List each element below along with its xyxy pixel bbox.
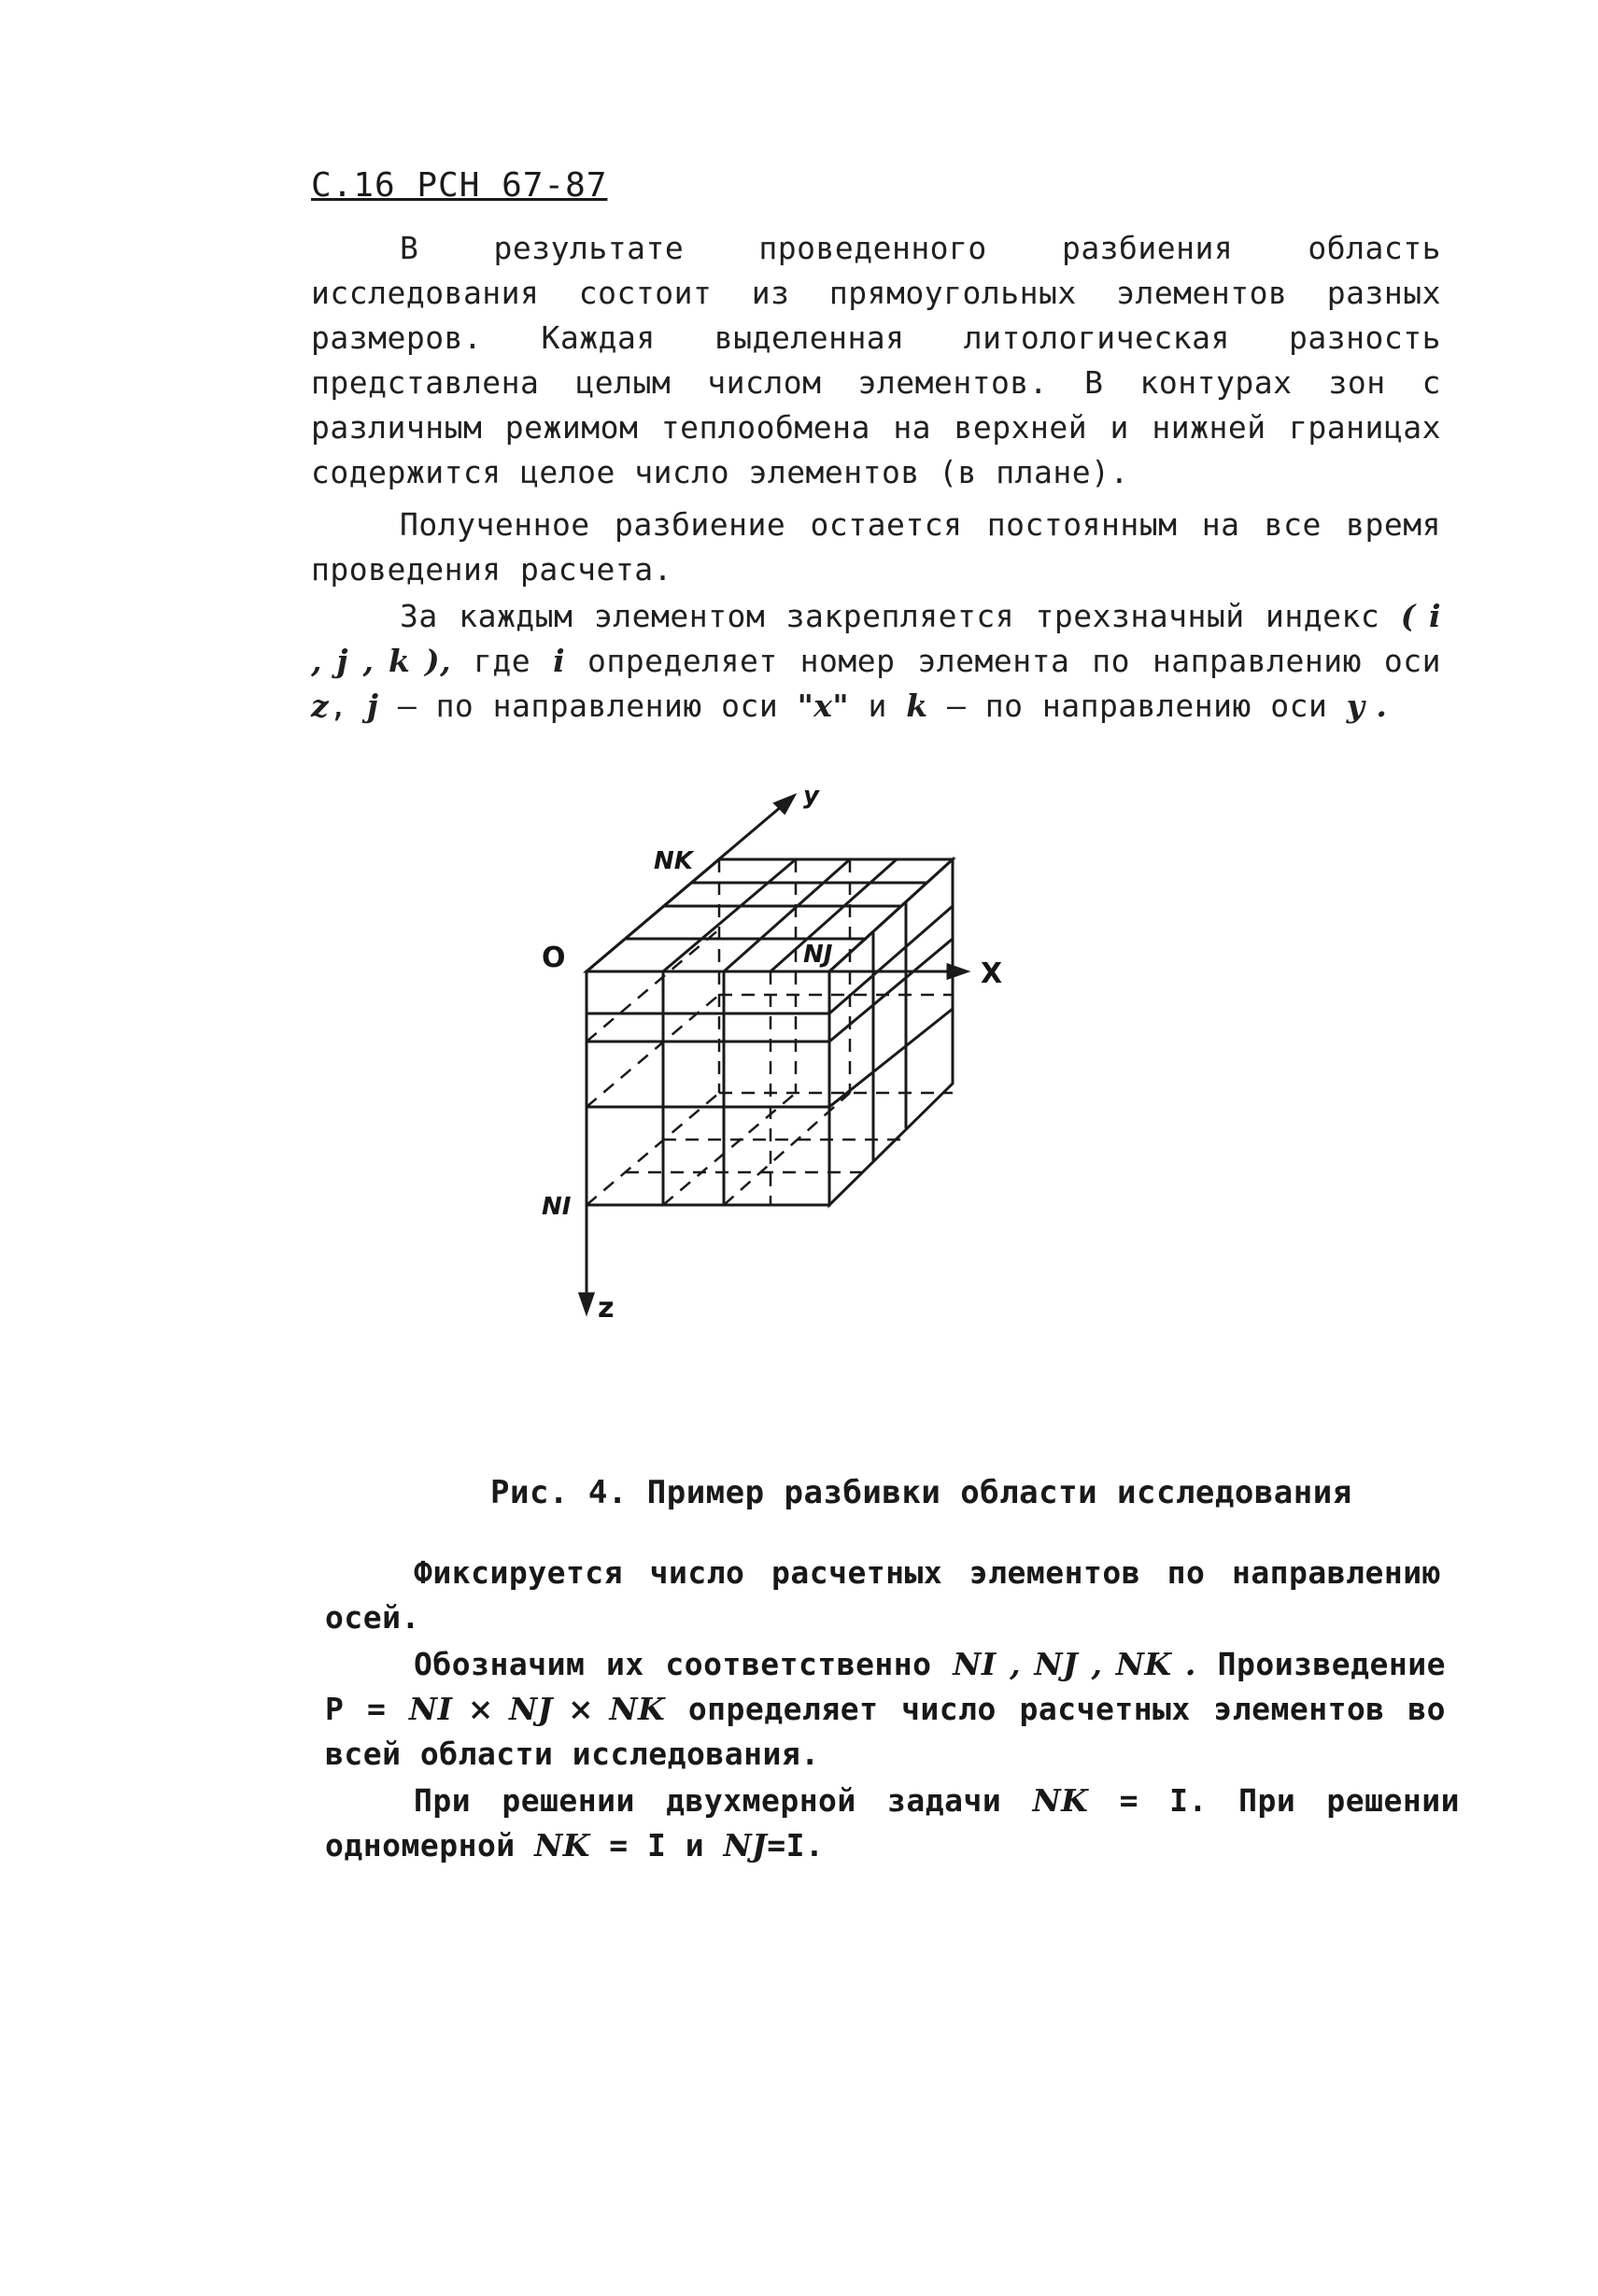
label-nj: NJ bbox=[803, 941, 833, 969]
axes bbox=[580, 796, 967, 1312]
paragraph-fixed-count bbox=[325, 1551, 1441, 1640]
paragraph-partition-result bbox=[311, 226, 1441, 495]
text-run: = I и bbox=[609, 1827, 705, 1864]
paragraph-text bbox=[325, 1642, 1446, 1777]
z-axis-arrow bbox=[580, 1294, 593, 1312]
paragraph-notation bbox=[325, 1642, 1446, 1777]
hidden-edge bbox=[587, 1093, 719, 1205]
label-nk: NK bbox=[654, 847, 693, 875]
grid-cube-figure bbox=[523, 775, 1233, 1485]
text-run: Обозначим их соответственно bbox=[414, 1646, 932, 1682]
text-run: где bbox=[474, 643, 531, 679]
top-grid-line bbox=[771, 859, 897, 971]
paragraph-text: В результате проведенного разбиения область исследования состоит из прямоугольных элементов разных размеров. Каждая выделенная литологическая разность представлена целым числом элементов. В контурах зон с различным режимом теплообмена на верхней и нижней границах содержится целое число элементов (в плане). bbox=[311, 230, 1441, 490]
text-run: При решении двухмерной задачи bbox=[414, 1782, 1002, 1819]
label-ni: NI bbox=[542, 1193, 572, 1221]
x-axis-arrow bbox=[948, 965, 967, 978]
hidden-edge bbox=[663, 1093, 796, 1205]
page-header: С.16 РСН 67-87 bbox=[311, 166, 608, 205]
var-z: z bbox=[311, 687, 330, 724]
var-nj: NJ bbox=[723, 1827, 768, 1864]
cube-hidden-edges bbox=[587, 859, 953, 1205]
paragraph-index-definition bbox=[311, 594, 1441, 729]
paragraph-dimension-cases bbox=[325, 1779, 1460, 1868]
paragraph-text: Фиксируется число расчетных элементов по направлению осей. bbox=[325, 1554, 1441, 1636]
formula-product: NI × NJ × NK bbox=[408, 1691, 666, 1727]
text-run: Произведение P = bbox=[325, 1646, 1447, 1727]
label-origin: O bbox=[542, 942, 566, 974]
var-x: "x" bbox=[797, 687, 850, 724]
right-grid-line bbox=[829, 1009, 953, 1107]
label-x: X bbox=[981, 957, 1003, 990]
right-face bbox=[829, 859, 953, 1205]
paragraph-partition-constant bbox=[311, 503, 1441, 592]
var-y: y . bbox=[1346, 687, 1388, 724]
cube-diagram bbox=[523, 775, 1233, 1485]
label-y: y bbox=[803, 782, 819, 810]
right-grid-line bbox=[829, 906, 953, 1013]
var-nk: NK bbox=[1032, 1782, 1089, 1819]
index-tuple: ( i , j , k ), bbox=[311, 598, 1441, 679]
var-i: i bbox=[553, 643, 566, 679]
text-run: – по направлению оси bbox=[947, 687, 1328, 724]
figure-caption: Рис. 4. Пример разбивки области исследования bbox=[490, 1474, 1352, 1511]
var-nk: NK bbox=[534, 1827, 590, 1864]
text-run: =I. bbox=[767, 1827, 825, 1864]
hidden-edge bbox=[587, 995, 719, 1107]
text-run: = I. При решении одномерной bbox=[325, 1782, 1461, 1864]
text-run: и bbox=[868, 687, 887, 724]
paragraph-text: За каждым элементом закрепляется трехзначный индекс ( i , j , k ), где i определяет номер элемента по направлению оси z, j – по направлению оси "x" и k – по направлению оси y . bbox=[311, 598, 1442, 724]
front-face bbox=[587, 971, 829, 1205]
var-j: j bbox=[367, 687, 379, 724]
text-run: определяет число расчетных элементов во всей области исследования. bbox=[325, 1691, 1446, 1772]
paragraph-text: Полученное разбиение остается постоянным на все время проведения расчета. bbox=[311, 506, 1441, 588]
text-run: определяет номер элемента по направлению оси bbox=[587, 643, 1442, 679]
top-grid-line bbox=[663, 859, 796, 971]
hidden-edge bbox=[587, 929, 719, 1042]
paragraph-text bbox=[325, 1779, 1460, 1868]
text-run: За каждым элементом закрепляется трехзначный индекс bbox=[400, 598, 1380, 634]
var-list: NI , NJ , NK . bbox=[953, 1646, 1196, 1682]
hidden-edge bbox=[724, 1093, 850, 1205]
label-z: z bbox=[598, 1292, 615, 1325]
text-run: – по направлению оси bbox=[397, 687, 779, 724]
var-k: k bbox=[906, 687, 928, 724]
